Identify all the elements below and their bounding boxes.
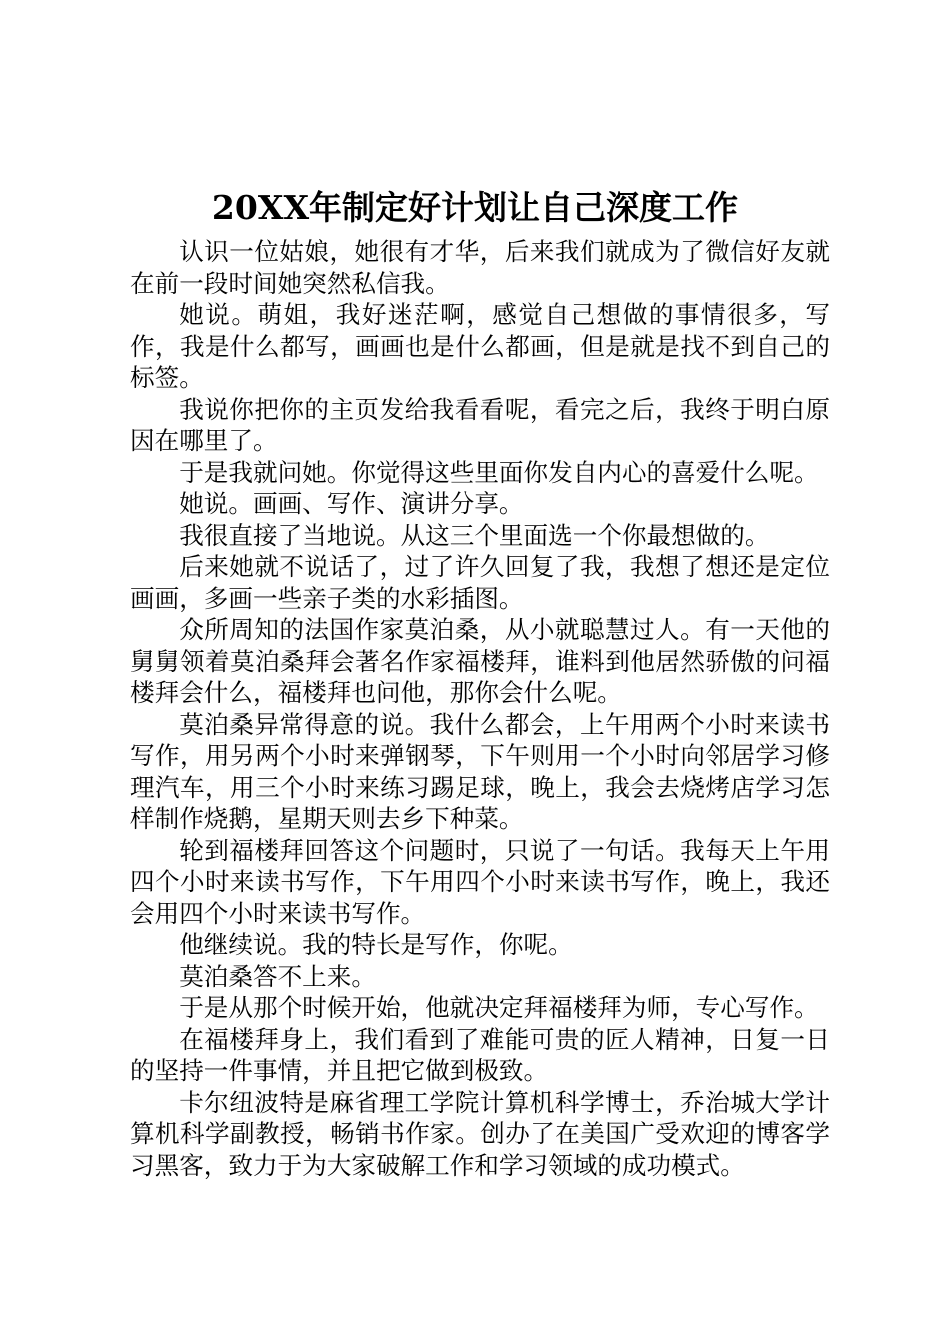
paragraph: 众所周知的法国作家莫泊桑，从小就聪慧过人。有一天他的舅舅领着莫泊桑拜会著名作家福楼拜，谁料到他居然骄傲的问福楼拜会什么，福楼拜也问他，那你会什么呢。 [130, 615, 830, 707]
paragraph: 于是从那个时候开始，他就决定拜福楼拜为师，专心写作。 [179, 993, 819, 1022]
paragraph: 他继续说。我的特长是写作，你呢。 [179, 930, 573, 959]
document-body [130, 236, 830, 1181]
paragraph: 莫泊桑答不上来。 [179, 961, 376, 991]
paragraph: 认识一位姑娘，她很有才华，后来我们就成为了微信好友就在前一段时间她突然私信我。 [130, 237, 830, 298]
paragraph: 莫泊桑异常得意的说。我什么都会，上午用两个小时来读书写作，用另两个小时来弹钢琴，下午则用一个小时向邻居学习修理汽车，用三个小时来练习踢足球，晚上，我会去烧烤店学习怎样制作烧鹅，星期天则去乡下种菜。 [130, 709, 830, 833]
paragraph: 轮到福楼拜回答这个问题时，只说了一句话。我每天上午用四个小时来读书写作，下午用四个小时来读书写作，晚上，我还会用四个小时来读书写作。 [130, 835, 830, 928]
paragraph: 在福楼拜身上，我们看到了难能可贵的匠人精神，日复一日的坚持一件事情，并且把它做到极致。 [130, 1024, 830, 1085]
paragraph: 我说你把你的主页发给我看看呢，看完之后，我终于明白原因在哪里了。 [130, 394, 830, 455]
paragraph: 我很直接了当地说。从这三个里面选一个你最想做的。 [179, 520, 770, 550]
paragraph: 她说。画画、写作、演讲分享。 [179, 489, 524, 518]
paragraph: 卡尔纽波特是麻省理工学院计算机科学博士，乔治城大学计算机科学副教授，畅销书作家。创办了在美国广受欢迎的博客学习黑客，致力于为大家破解工作和学习领域的成功模式。 [130, 1087, 830, 1180]
paragraph: 后来她就不说话了，过了许久回复了我，我想了想还是定位画画，多画一些亲子类的水彩插图。 [130, 552, 830, 613]
paragraph: 她说。萌姐，我好迷茫啊，感觉自己想做的事情很多，写作，我是什么都写，画画也是什么都画，但是就是找不到自己的标签。 [130, 300, 830, 392]
document-title: 20XX年制定好计划让自己深度工作 [211, 188, 739, 227]
paragraph: 于是我就问她。你觉得这些里面你发自内心的喜爱什么呢。 [179, 457, 819, 487]
